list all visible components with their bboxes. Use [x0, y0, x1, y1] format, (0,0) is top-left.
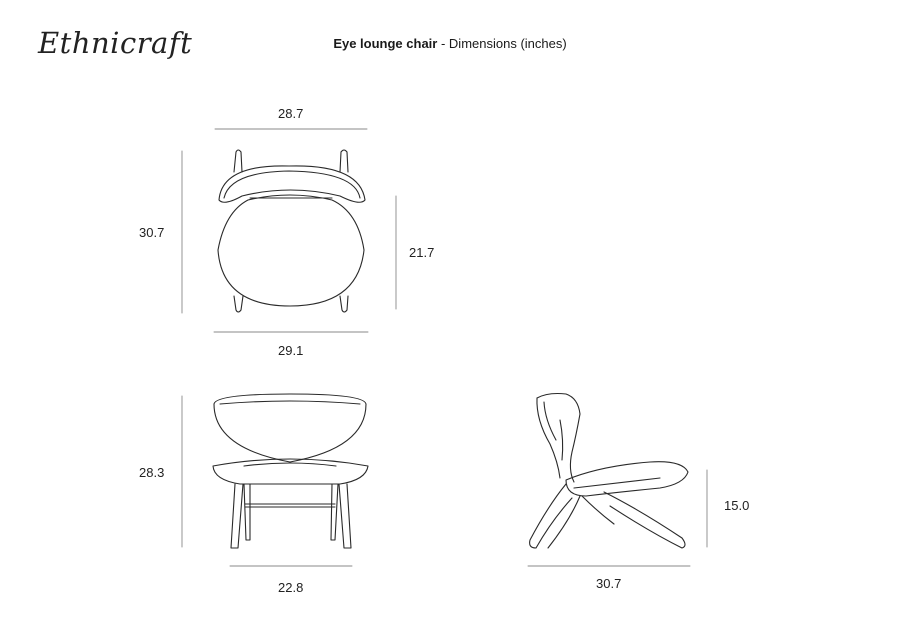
top-seat-depth-label: 21.7: [409, 245, 435, 260]
header-separator: -: [437, 36, 449, 51]
front-view-drawing: [182, 394, 368, 566]
ethnicraft-logo: Ethnicraft: [38, 26, 193, 60]
top-depth-label: 30.7: [139, 225, 165, 240]
side-seat-height-label: 15.0: [724, 498, 750, 513]
side-depth-label: 30.7: [596, 576, 622, 591]
top-width-label: 28.7: [278, 106, 304, 121]
product-title: Eye lounge chair: [333, 36, 438, 51]
top-base-width-label: 29.1: [278, 343, 304, 358]
header-subtitle: Dimensions (inches): [448, 36, 567, 51]
top-view-drawing: [182, 129, 396, 332]
side-view-drawing: [528, 394, 707, 567]
front-width-label: 22.8: [278, 580, 304, 595]
front-height-label: 28.3: [139, 465, 165, 480]
